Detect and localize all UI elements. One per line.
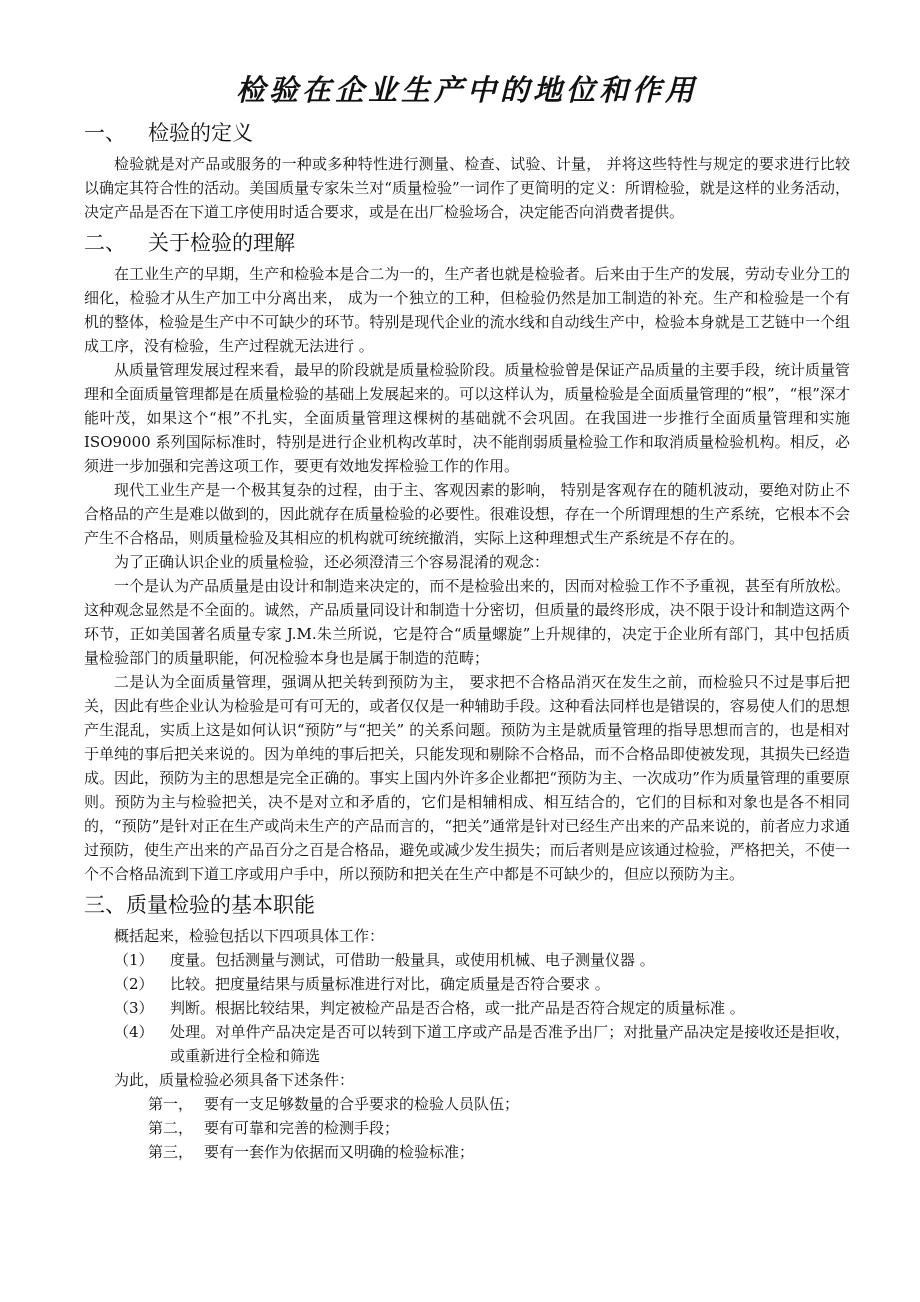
list-text: 度量。包括测量与测试，可借助一般量具，或使用机械、电子测量仪器 。 — [170, 951, 655, 969]
condition-item — [148, 1092, 850, 1116]
paragraph: 二是认为全面质量管理，强调从把关转到预防为主， 要求把不合格品消灭在发生之前，而检验只不过是事后把关，因此有些企业认为检验是可有可无的，或者仅仅是一种辅助手段。这种看法同样也是错误的，容易使人们的思想产生混乱，实质上这是如何认识“预防”与“把关” 的关系问题。预防为主是就质量管理的指导思想而言的，也是相对于单纯的事后把关来说的。因为单纯的事后把关，只能发现和剔除不合格品，而不合格品即使被发现，其损失已经造成。因此，预防为主的思想是完全正确的。事实上国内外许多企业都把“预防为主、一次成功”作为质量管理的重要原则。预防为主与检验把关，决不是对立和矛盾的，它们是相辅相成、相互结合的，它们的目标和对象也是各不相同的，“预防”是针对正在生产或尚未生产的产品而言的，“把关”通常是针对已经生产出来的产品来说的，前者应力求通过预防，使生产出来的产品百分之百是合格品，避免或减少发生损失；而后者则是应该通过检验，严格把关，不使一个不合格品流到下道工序或用户手中，所以预防和把关在生产中都是不可缺少的，但应以预防为主。 — [84, 673, 850, 883]
list-marker: （2） — [114, 975, 154, 993]
condition-text: 要有可靠和完善的检测手段； — [204, 1119, 400, 1137]
paragraph: 在工业生产的早期，生产和检验本是合二为一的，生产者也就是检验者。后来由于生产的发展，劳动专业分工的细化，检验才从生产加工中分离出来， 成为一个独立的工种，但检验仍然是加工制造的补充。生产和检验是一个有机的整体，检验是生产中不可缺少的环节。特别是现代企业的流水线和自动线生产中，检验本身就是工艺链中一个组成工序，没有检验，生产过程就无法进行 。 — [84, 265, 850, 355]
list-item — [114, 996, 850, 1020]
condition-item — [148, 1116, 850, 1140]
paragraph: 一个是认为产品质量是由设计和制造来决定的，而不是检验出来的，因而对检验工作不予重视，甚至有所放松。这种观念显然是不全面的。诚然，产品质量同设计和制造十分密切，但质量的最终形成，决不限于设计和制造这两个环节，正如美国著名质量专家 J.M.朱兰所说，它是符合“质量螺旋”上升规律的，决定于企业所有部门，其中包括质量检验部门的质量职能，何况检验本身也是属于制造的范畴； — [84, 577, 850, 667]
paragraph: 从质量管理发展过程来看，最早的阶段就是质量检验阶段。质量检验曾是保证产品质量的主要手段，统计质量管理和全面质量管理都是在质量检验的基础上发展起来的。可以这样认为，质量检验是全面质量管理的“根”，“根”深才能叶茂，如果这个“根”不扎实，全面质量管理这棵树的基础就不会巩固。在我国进一步推行全面质量管理和实施 ISO9000 系列国际标准时，特别是进行企业机构改革时，决不能削弱质量检验工作和取消质量检验机构。相反，必须进一步加强和完善这项工作，要更有效地发挥检验工作的作用。 — [84, 361, 850, 475]
conditions-intro: 为此，质量检验必须具备下述条件： — [114, 1071, 355, 1089]
list-marker: （4） — [114, 1023, 154, 1041]
section-heading-definition — [84, 118, 850, 148]
section-heading-functions — [84, 890, 850, 920]
section-heading-understanding — [84, 228, 850, 258]
list-marker: （1） — [114, 951, 154, 969]
section-number: 一、 — [84, 121, 126, 145]
section-number: 二、 — [84, 231, 126, 255]
list-item — [114, 1020, 850, 1068]
condition-marker: 第二， — [148, 1119, 194, 1137]
paragraph: 现代工业生产是一个极其复杂的过程，由于主、客观因素的影响， 特别是客观存在的随机波动，要绝对防止不合格品的产生是难以做到的，因此就存在质量检验的必要性。很难设想，存在一个所谓理想的生产系统，它根本不会产生不合格品，则质量检验及其相应的机构就可统统撤消，实际上这种理想式生产系统是不存在的。 — [84, 481, 850, 547]
list-item — [114, 948, 850, 972]
condition-text: 要有一套作为依据而又明确的检验标准； — [204, 1143, 475, 1161]
section-title: 检验的定义 — [148, 121, 253, 145]
paragraph: 为了正确认识企业的质量检验，还必须澄清三个容易混淆的观念： — [114, 553, 550, 571]
condition-marker: 第三， — [148, 1143, 194, 1161]
condition-text: 要有一支足够数量的合乎要求的检验人员队伍； — [204, 1095, 520, 1113]
list-text: 处理。对单件产品决定是否可以转到下道工序或产品是否准予出厂；对批量产品决定是接收还是拒收，或重新进行全检和筛选 — [170, 1023, 850, 1065]
condition-marker: 第一， — [148, 1095, 194, 1113]
paragraph: 检验就是对产品或服务的一种或多种特性进行测量、检查、试验、计量， 并将这些特性与规定的要求进行比较以确定其符合性的活动。美国质量专家朱兰对“质量检验”一词作了更简明的定义：所谓检验，就是这样的业务活动，决定产品是否在下道工序使用时适合要求，或是在出厂检验场合，决定能否向消费者提供。 — [84, 155, 850, 221]
condition-item — [148, 1140, 850, 1164]
list-text: 判断。根据比较结果，判定被检产品是否合格，或一批产品是否符合规定的质量标准 。 — [170, 999, 745, 1017]
section-title: 质量检验的基本职能 — [126, 893, 315, 917]
section-title: 关于检验的理解 — [148, 231, 295, 255]
section-number: 三、 — [84, 893, 126, 917]
document-title: 检验在企业生产中的地位和作用 — [235, 73, 698, 107]
list-intro: 概括起来，检验包括以下四项具体工作： — [114, 927, 385, 945]
list-text: 比较。把度量结果与质量标准进行对比，确定质量是否符合要求 。 — [170, 975, 610, 993]
list-marker: （3） — [114, 999, 154, 1017]
list-item — [114, 972, 850, 996]
